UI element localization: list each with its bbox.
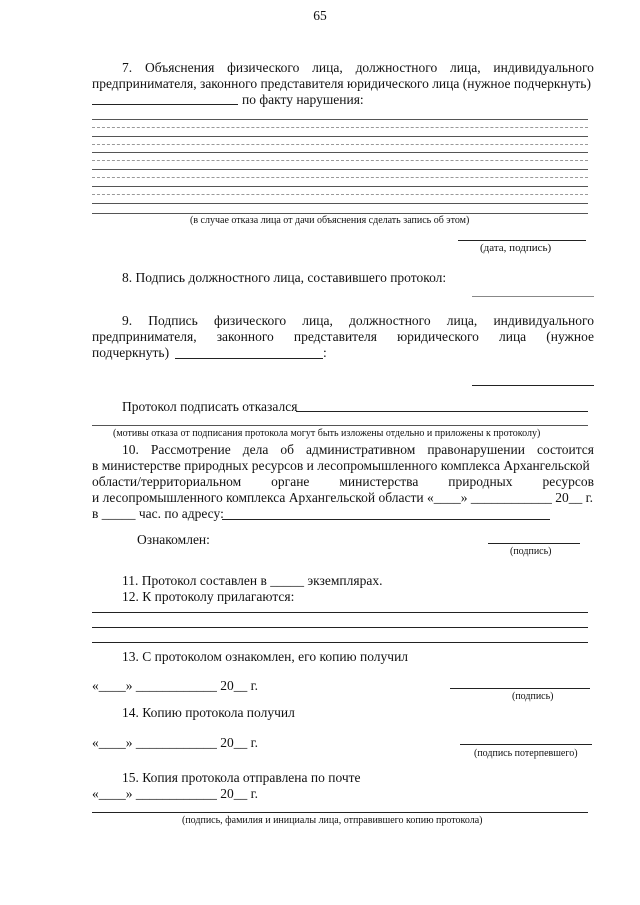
word: физического bbox=[213, 313, 287, 328]
section-7-line-2: предпринимателя, законного представителя юридического лица (нужное подчеркнуть) bbox=[92, 76, 591, 91]
word: об bbox=[280, 442, 294, 457]
word: юридического bbox=[397, 329, 479, 344]
word: Объяснения bbox=[144, 60, 215, 75]
section-9-line-3: подчеркнуть) bbox=[92, 345, 170, 360]
explanation-line bbox=[92, 169, 588, 170]
section-9-line-1 bbox=[122, 313, 594, 329]
section-7-line-1 bbox=[122, 60, 594, 76]
word: должностного bbox=[348, 313, 431, 328]
section-10-line-4: и лесопромышленного комплекса Архангельской области «____» ____________ 20__ г. bbox=[92, 490, 594, 505]
refusal-note-caption: (в случае отказа лица от дачи объяснения сделать запись об этом) bbox=[190, 215, 470, 226]
section-15-text: 15. Копия протокола отправлена по почте bbox=[122, 770, 361, 785]
explanation-line bbox=[92, 177, 588, 178]
acquainted-signature-line bbox=[488, 543, 580, 544]
word: индивидуального bbox=[493, 313, 594, 328]
section-10-line-3 bbox=[92, 474, 594, 490]
word: 9. bbox=[122, 313, 133, 328]
word: лица bbox=[498, 329, 527, 344]
section-10-line-5: в _____ час. по адресу: bbox=[92, 506, 224, 521]
section-13-text: 13. С протоколом ознакомлен, его копию получил bbox=[122, 649, 409, 664]
word: административном bbox=[306, 442, 416, 457]
official-signature-line bbox=[472, 296, 594, 297]
word: лица, bbox=[312, 60, 343, 75]
acquainted-label: Ознакомлен: bbox=[137, 532, 210, 547]
section-15-date: «____» ____________ 20__ г. bbox=[92, 786, 259, 801]
acquainted-signature-caption: (подпись) bbox=[510, 546, 552, 557]
explanation-line bbox=[92, 127, 588, 128]
explanation-line bbox=[92, 160, 588, 161]
refusal-reason-line bbox=[92, 425, 588, 426]
section-14-text: 14. Копию протокола получил bbox=[122, 705, 295, 720]
name-blank-line bbox=[92, 104, 238, 105]
word: органе bbox=[271, 474, 310, 489]
word: области/территориальном bbox=[92, 474, 242, 489]
victim-signature-caption: (подпись потерпевшего) bbox=[474, 748, 578, 759]
word: законного bbox=[216, 329, 274, 344]
word: физического bbox=[227, 60, 300, 75]
date-signature-line bbox=[458, 240, 586, 241]
section-7-line-3: по факту нарушения: bbox=[242, 92, 364, 107]
section-13-date: «____» ____________ 20__ г. bbox=[92, 678, 259, 693]
word: природных bbox=[448, 474, 513, 489]
word: правонарушении bbox=[427, 442, 525, 457]
word: дела bbox=[242, 442, 269, 457]
section-10-line-1 bbox=[122, 442, 594, 458]
sender-signature-caption: (подпись, фамилия и инициалы лица, отправившего копию протокола) bbox=[182, 815, 483, 826]
word: (нужное bbox=[546, 329, 594, 344]
word: должностного bbox=[355, 60, 438, 75]
explanation-line bbox=[92, 194, 588, 195]
date-signature-caption: (дата, подпись) bbox=[480, 242, 552, 254]
sender-signature-line bbox=[92, 812, 588, 813]
name-blank-line bbox=[175, 358, 323, 359]
attachments-line bbox=[92, 642, 588, 643]
address-blank-line bbox=[222, 519, 550, 520]
victim-signature-line bbox=[460, 744, 592, 745]
word: лица, bbox=[302, 313, 333, 328]
word: лица, bbox=[450, 60, 481, 75]
word: министерства bbox=[339, 474, 419, 489]
word: состоится bbox=[536, 442, 594, 457]
word: Подпись bbox=[148, 313, 198, 328]
section-9-colon: : bbox=[323, 345, 327, 360]
section-12-text: 12. К протоколу прилагаются: bbox=[122, 589, 295, 604]
person-signature-line bbox=[472, 385, 594, 386]
word: лица, bbox=[446, 313, 478, 328]
section-13-signature-caption: (подпись) bbox=[512, 691, 554, 702]
explanation-line bbox=[92, 119, 588, 120]
explanation-line bbox=[92, 152, 588, 153]
refusal-reason-caption: (мотивы отказа от подписания протокола могут быть изложены отдельно и приложены к протоколу) bbox=[113, 428, 541, 439]
page-number: 65 bbox=[313, 8, 327, 23]
section-11-text: 11. Протокол составлен в _____ экземплярах. bbox=[122, 573, 383, 588]
word: 7. bbox=[122, 60, 133, 75]
word: Рассмотрение bbox=[150, 442, 231, 457]
explanation-line bbox=[92, 144, 588, 145]
explanation-line bbox=[92, 186, 588, 187]
explanation-line bbox=[92, 203, 588, 204]
section-14-date: «____» ____________ 20__ г. bbox=[92, 735, 259, 750]
word: 10. bbox=[122, 442, 139, 457]
word: представителя bbox=[293, 329, 378, 344]
attachments-line bbox=[92, 612, 588, 613]
section-8-text: 8. Подпись должностного лица, составившего протокол: bbox=[122, 270, 447, 285]
word: индивидуального bbox=[493, 60, 594, 75]
explanation-line bbox=[92, 136, 588, 137]
section-9-line-2 bbox=[92, 329, 594, 345]
word: ресурсов bbox=[542, 474, 594, 489]
refusal-blank-line bbox=[296, 411, 588, 412]
section-10-line-2: в министерстве природных ресурсов и лесопромышленного комплекса Архангельской bbox=[92, 458, 590, 473]
attachments-line bbox=[92, 627, 588, 628]
refused-to-sign-text: Протокол подписать отказался bbox=[122, 399, 298, 414]
explanation-line bbox=[92, 213, 588, 214]
word: предпринимателя, bbox=[92, 329, 197, 344]
section-13-signature-line bbox=[450, 688, 590, 689]
